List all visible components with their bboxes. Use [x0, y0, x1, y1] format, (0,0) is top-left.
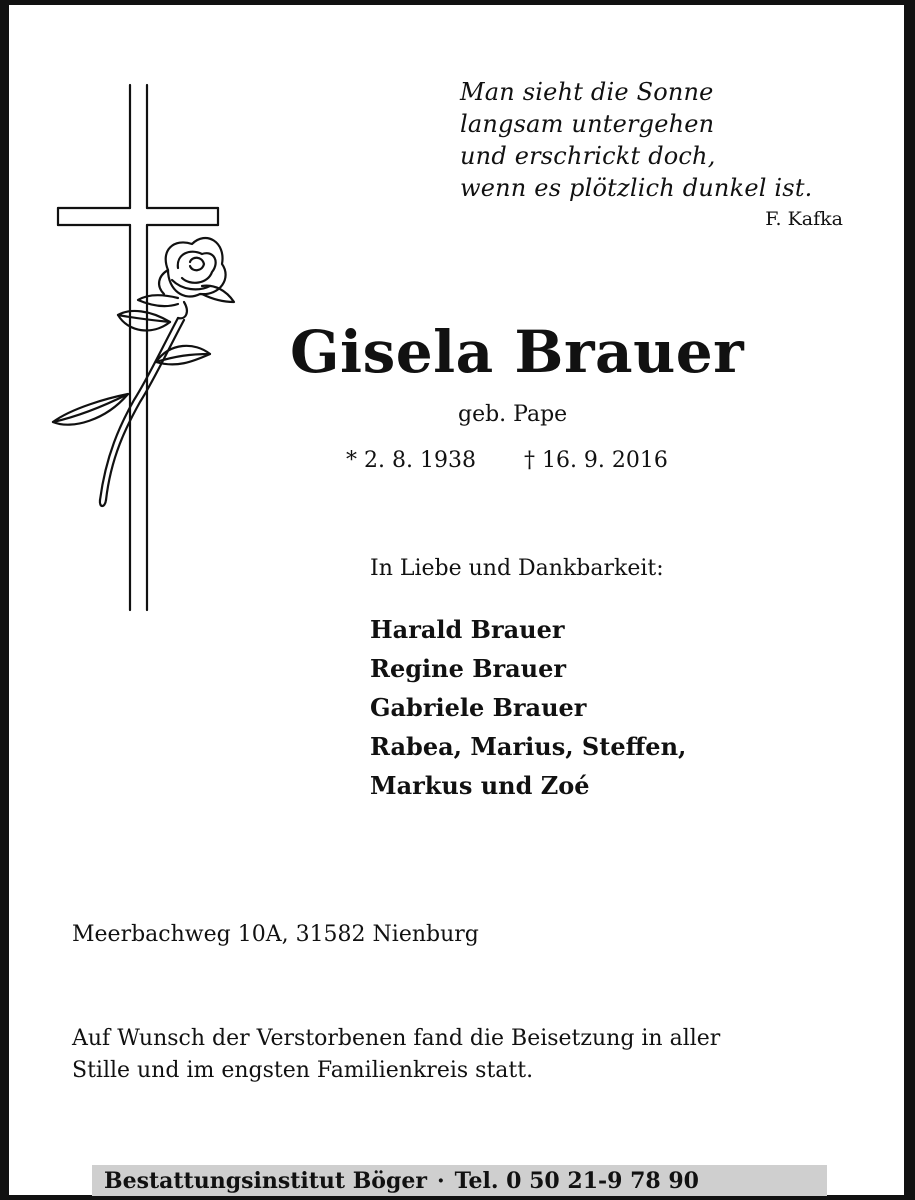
mourners-list [370, 610, 686, 805]
life-dates [346, 448, 668, 473]
quote-line: und erschrickt doch, [460, 142, 716, 170]
notice-line: Stille und im engsten Familienkreis statt. [72, 1058, 534, 1083]
funeral-home-name: Bestattungsinstitut Böger [104, 1168, 427, 1194]
quote-line: Man sieht die Sonne [460, 78, 714, 106]
notice-line: Auf Wunsch der Verstorbenen fand die Beisetzung in aller [72, 1026, 721, 1051]
mourner-name: Harald Brauer [370, 615, 565, 644]
quote-author: F. Kafka [765, 208, 843, 230]
deceased-name: Gisela Brauer [290, 318, 745, 386]
funeral-home-info [104, 1165, 699, 1196]
birth-date: * 2. 8. 1938 [346, 448, 476, 473]
funeral-home-phone: Tel. 0 50 21-9 78 90 [454, 1168, 699, 1194]
mourner-name: Gabriele Brauer [370, 693, 587, 722]
mourner-name: Regine Brauer [370, 654, 567, 683]
quote-line: wenn es plötzlich dunkel ist. [460, 174, 813, 202]
maiden-name: geb. Pape [458, 402, 568, 427]
cross-with-rose-icon [50, 80, 250, 620]
family-address: Meerbachweg 10A, 31582 Nienburg [72, 922, 479, 947]
footer-separator: · [436, 1168, 445, 1194]
mourners-intro: In Liebe und Dankbarkeit: [370, 556, 664, 581]
death-date: † 16. 9. 2016 [523, 448, 668, 473]
mourner-name: Markus und Zoé [370, 771, 590, 800]
mourner-name: Rabea, Marius, Steffen, [370, 732, 687, 761]
burial-notice [72, 1023, 862, 1087]
quote-line: langsam untergehen [460, 110, 715, 138]
kafka-quote [460, 76, 845, 204]
